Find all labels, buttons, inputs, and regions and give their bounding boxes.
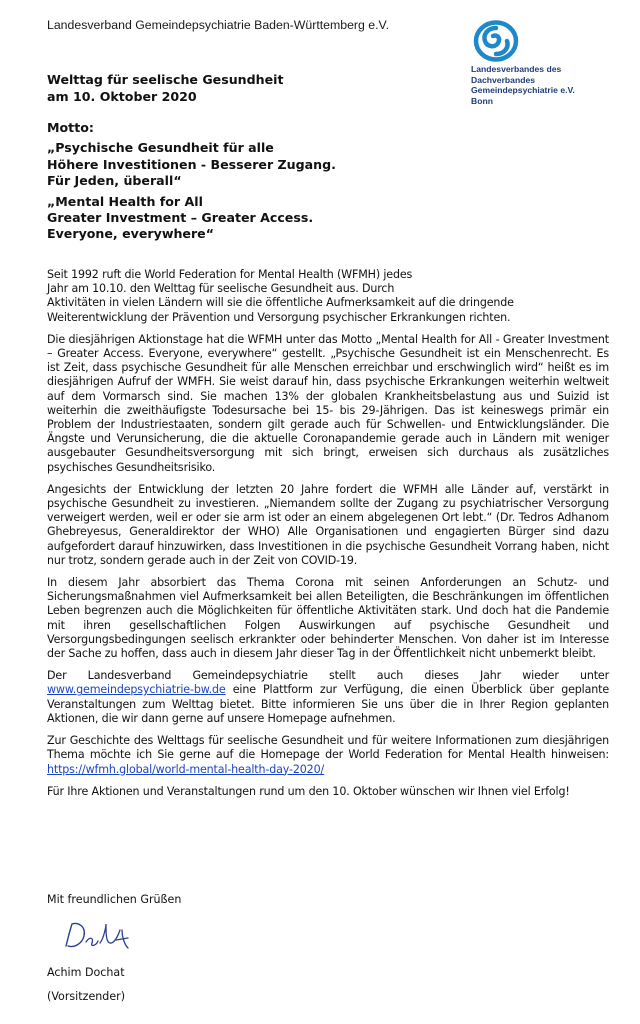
paragraph-platform — [47, 669, 609, 726]
signature-icon — [62, 916, 152, 960]
motto-english: „Mental Health for All Greater Investment – Greater Access. Everyone, everywhere“ — [47, 193, 314, 242]
motto-section — [47, 120, 467, 243]
platform-text-before: Der Landesverband Gemeindepsychiatrie stellt auch dieses Jahr wieder unter — [47, 669, 609, 683]
platform-link[interactable]: www.gemeindepsychiatrie-bw.de — [47, 683, 226, 697]
paragraph-intro: Seit 1992 ruft die World Federation for Mental Health (WFMH) jedes Jahr am 10.10. den Welttag für seelische Gesundheit aus. Durch Aktivitäten in vielen Ländern will sie die öffentliche Aufmerksamkeit auf die dringende Weiterentwicklung der Prävention und Versorgung psychischer Erkrankungen richten. — [47, 268, 514, 324]
event-title — [47, 72, 284, 105]
logo-caption: Landesverbandes des Dachverbandes Gemeindepsychiatrie e.V. Bonn — [471, 64, 575, 106]
closing-greeting: Mit freundlichen Grüßen — [47, 893, 182, 906]
wfmh-link[interactable]: https://wfmh.global/world-mental-health-day-2020/ — [47, 762, 325, 776]
signer-name: Achim Dochat — [47, 966, 125, 979]
event-title-line2: am 10. Oktober 2020 — [47, 88, 197, 104]
organization-name: Landesverband Gemeindepsychiatrie Baden-Württemberg e.V. — [47, 18, 390, 32]
event-title-line1: Welttag für seelische Gesundheit — [47, 72, 284, 87]
spiral-logo-icon — [473, 20, 519, 62]
history-text-before: Zur Geschichte des Welttags für seelische Gesundheit und für weitere Informationen zum diesjährigen Thema möchte ich Sie gerne auf die Homepage der World Federation for Mental Health hinweisen: — [47, 734, 609, 762]
platform-text-after: eine Plattform zur Verfügung, die einen Überblick über geplante Veranstaltungen zum Welttag bietet. Bitte informieren Sie uns über die in Ihrer Region geplanten Aktionen, die wir dann gerne auf unsere Homepage aufnehmen. — [47, 683, 609, 725]
paragraph-motto: Die diesjährigen Aktionstage hat die WFMH unter das Motto „Mental Health for All - Greater Investment – Greater Access. Everyone, everywhere“ gestellt. „Psychische Gesundheit ist ein Menschenrecht. Es ist Zeit, dass psychische Gesundheit für alle Menschen erreichbar und erschwinglich wird“ heißt es im diesjährigen Aufruf der WMFH. Sie weist darauf hin, dass psychische Erkrankungen weiterhin weltweit auf dem Vormarsch sind. Sie machen 13% der globalen Krankheitsbelastung aus und Suizid ist weiterhin die zweithäufigste Todesursache bei 15- bis 29-Jährigen. Das ist keineswegs primär ein Problem der Industriestaaten, sondern gilt gerade auch für Schwellen- und Entwicklungsländer. Die Ängste und Verunsicherung, die die aktuelle Coronapandemie gerade auch in Ländern mit weniger ausgebauter Gesundheitsversorgung mit sich bringt, erweisen sich durchaus als zusätzliches psychisches Gesundheitsrisiko. — [47, 332, 609, 474]
organization-logo — [471, 20, 621, 106]
motto-german: „Psychische Gesundheit für alle Höhere Investitionen - Besserer Zugang. Für Jeden, überall“ — [47, 140, 336, 189]
letter-body — [47, 268, 609, 807]
signer-role: (Vorsitzender) — [47, 990, 126, 1003]
paragraph-history — [47, 734, 609, 777]
paragraph-investment: Angesichts der Entwicklung der letzten 20 Jahre fordert die WFMH alle Länder auf, verstärkt in psychische Gesundheit zu investieren. „Niemandem sollte der Zugang zu psychiatrischer Versorgung verweigert werden, weil er oder sie arm ist oder an einem abgelegenen Ort lebt.“ (Dr. Tedros Adhanom Ghebreyesus, Generaldirektor der WHO) Alle Organisationen und engagierten Bürger sind dazu aufgefordert darauf hinzuwirken, dass Investitionen in die psychische Gesundheit Vorrang haben, nicht nur trotz, sondern gerade auch in der Zeit von COVID-19. — [47, 482, 609, 567]
motto-label: Motto: — [47, 120, 94, 135]
paragraph-wishes: Für Ihre Aktionen und Veranstaltungen rund um den 10. Oktober wünschen wir Ihnen viel Erfolg! — [47, 784, 570, 798]
paragraph-corona: In diesem Jahr absorbiert das Thema Corona mit seinen Anforderungen an Schutz- und Sicherungsmaßnahmen viel Aufmerksamkeit bei allen Beteiligten, die Beschränkungen im öffentlichen Leben begrenzen auch die Möglichkeiten für öffentliche Aktivitäten stark. Und doch hat die Pandemie mit ihren gesellschaftlichen Folgen Auswirkungen auf psychische Gesundheit und Versorgungsbedingungen seelisch erkrankter oder behinderter Menschen. Von daher ist im Interesse der Sache zu hoffen, dass auch in diesem Jahr dieser Tag in der Öffentlichkeit nicht unbemerkt bleibt. — [47, 576, 609, 661]
